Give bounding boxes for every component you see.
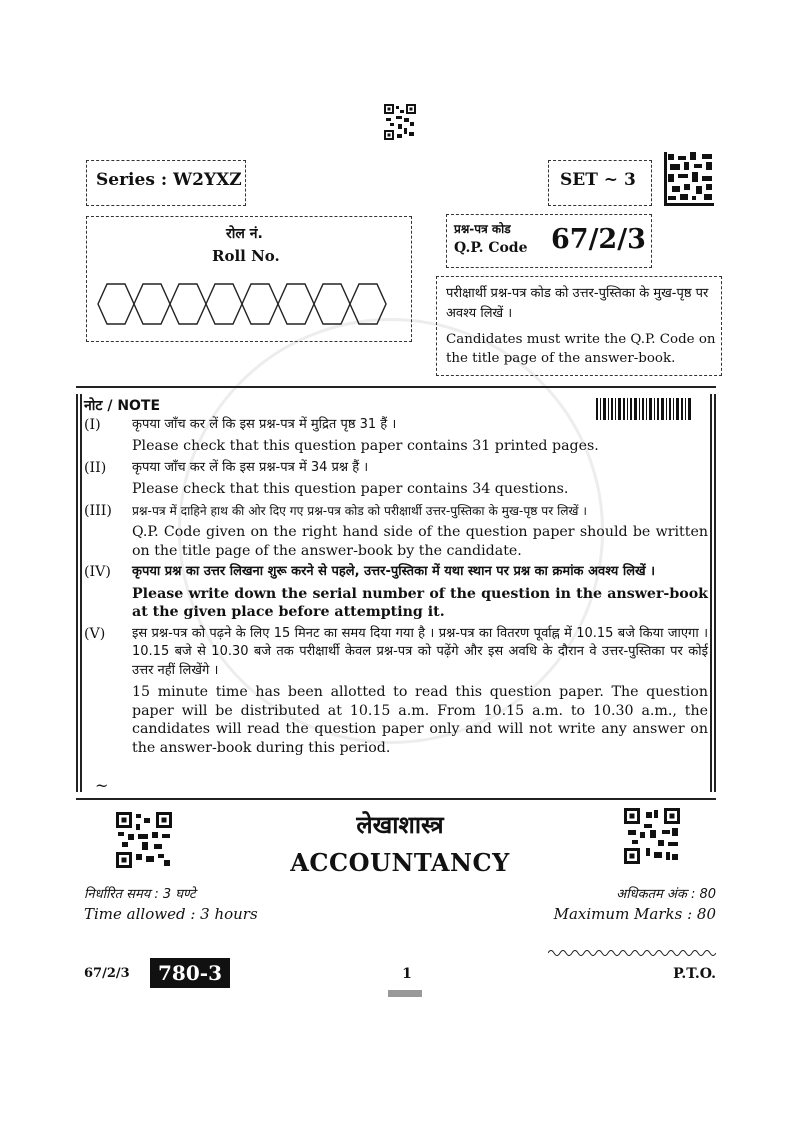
roll-label-en: Roll No. (212, 247, 280, 265)
note-heading: नोट / NOTE (84, 398, 161, 414)
subject-title-hi: लेखाशास्त्र (356, 811, 444, 839)
note-item-en: Q.P. Code given on the right hand side of the question paper should be written on the title page of the answer-book by the candidate. (132, 524, 708, 559)
qp-code-label-en: Q.P. Code (454, 240, 528, 256)
qp-instruction-en: Candidates must write the Q.P. Code on the title page of the answer-book. (446, 332, 716, 366)
footer-qp-code: 67/2/3 (84, 966, 130, 981)
top-qr-code-icon (384, 104, 416, 140)
note-item-hi: इस प्रश्न-पत्र को पढ़ने के लिए 15 मिनट का समय दिया गया है । प्रश्न-पत्र का वितरण पूर्वाह्न में 10.15 बजे किया जाएगा । 10.15 बजे से 10.30 बजे तक परीक्षार्थी केवल प्रश्न-पत्र को पढ़ेंगे और इस अवधि के दौरान वे उत्तर-पुस्तिका पर कोई उत्तर नहीं लिखेंगे । (132, 625, 708, 678)
roll-number-hexagon-cells[interactable] (96, 280, 402, 328)
time-allowed-en: Time allowed : 3 hours (84, 905, 258, 923)
pto-label: P.T.O. (673, 966, 716, 982)
series-label: Series : W2YXZ (96, 170, 242, 190)
note-item-en: Please write down the serial number of the question in the answer-book at the given place before attempting it. (132, 585, 708, 620)
note-item-number: (IV) (84, 564, 111, 580)
barcode-matrix-icon (664, 152, 714, 206)
note-item-hi: प्रश्न-पत्र में दाहिने हाथ की ओर दिए गए प्रश्न-पत्र कोड को परीक्षार्थी उत्तर-पुस्तिका के मुख-पृष्ठ पर लिखें । (132, 503, 587, 518)
note-item-number: (III) (84, 502, 112, 519)
note-item-hi: कृपया जाँच कर लें कि इस प्रश्न-पत्र में 34 प्रश्न हैं । (132, 459, 369, 475)
note-item-en: 15 minute time has been allotted to read this question paper. The question paper will be distributed at 10.15 a.m. From 10.15 a.m. to 10.30 a.m., the candidates will read the question paper only and will not write any answer on the answer-book during this period. (132, 684, 708, 756)
note-item-hi: कृपया प्रश्न का उत्तर लिखना शुरू करने से पहले, उत्तर-पुस्तिका में यथा स्थान पर प्रश्न का क्रमांक अवश्य लिखें । (132, 564, 656, 579)
footer-code-box: 780-3 (150, 958, 230, 988)
max-marks-en: Maximum Marks : 80 (553, 905, 716, 923)
note-item-hi: कृपया जाँच कर लें कि इस प्रश्न-पत्र में मुद्रित पृष्ठ 31 हैं । (132, 416, 397, 432)
note-item (84, 416, 708, 459)
tilde-mark: ~ (95, 776, 109, 795)
time-allowed-hi: निर्धारित समय : 3 घण्टे (84, 887, 196, 902)
qp-code-label-hi: प्रश्न-पत्र कोड (454, 222, 511, 236)
page-number-bar (388, 990, 422, 997)
note-item (84, 625, 708, 758)
note-item-number: (I) (84, 416, 101, 433)
note-item-en: Please check that this question paper contains 34 questions. (132, 481, 569, 497)
wavy-divider (548, 948, 716, 958)
note-item (84, 563, 708, 625)
note-item (84, 459, 708, 502)
page-number: 1 (402, 966, 412, 982)
max-marks-hi: अधिकतम अंक : 80 (616, 887, 716, 902)
qp-code-value: 67/2/3 (551, 224, 646, 255)
note-item-number: (II) (84, 459, 107, 476)
subject-title-en: ACCOUNTANCY (290, 848, 510, 877)
note-item-number: (V) (84, 625, 106, 642)
roll-label-hi: रोल नं. (226, 226, 263, 242)
note-item-en: Please check that this question paper contains 31 printed pages. (132, 438, 599, 454)
qp-instruction-hi: परीक्षार्थी प्रश्न-पत्र कोड को उत्तर-पुस्तिका के मुख-पृष्ठ पर अवश्य लिखें । (446, 286, 709, 321)
note-section (84, 397, 708, 757)
set-label: SET ~ 3 (560, 170, 636, 190)
note-item (84, 502, 708, 564)
